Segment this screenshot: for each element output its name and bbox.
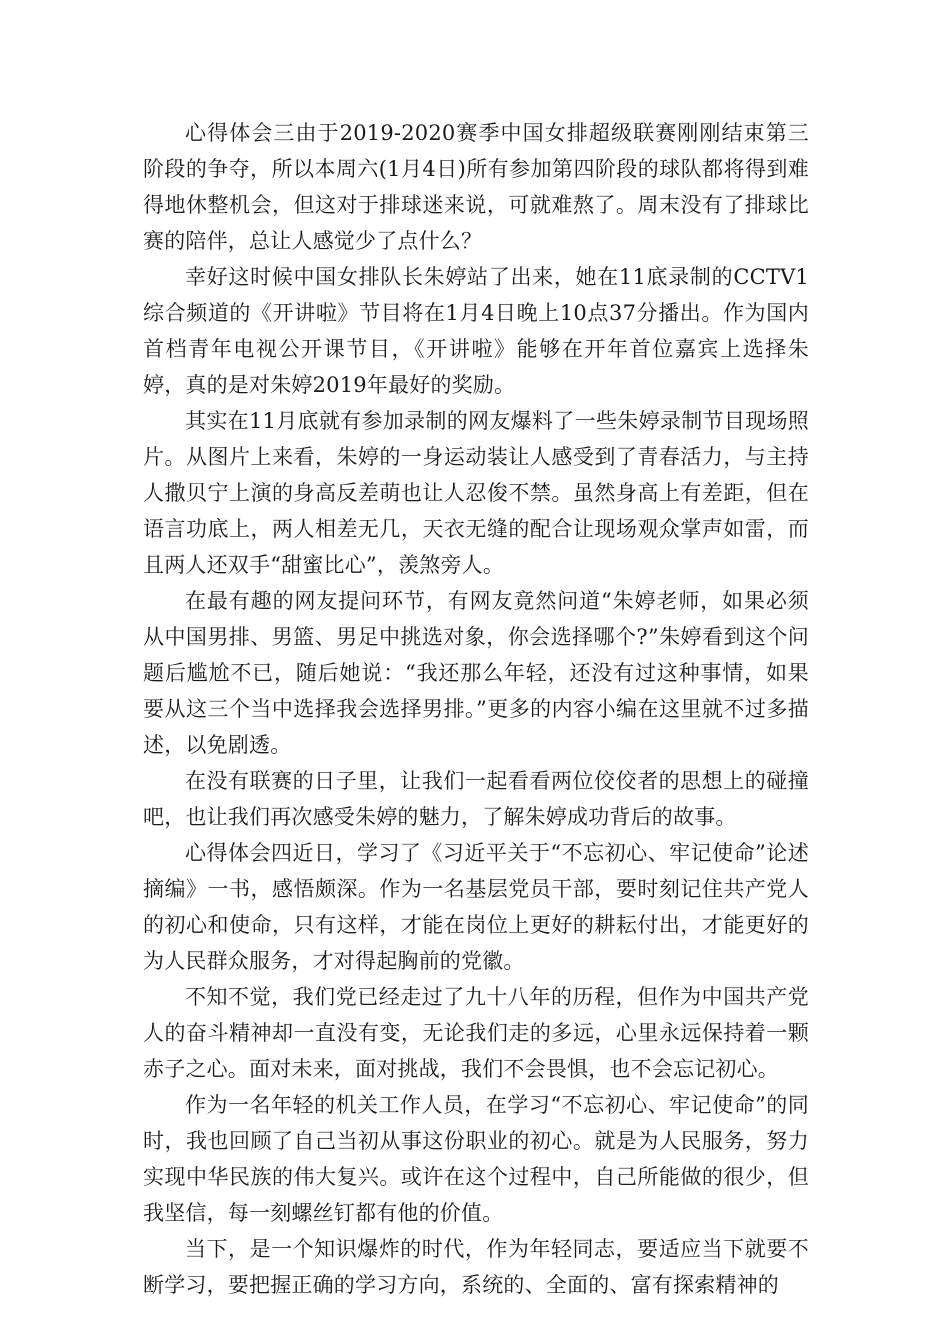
paragraph: 其实在11月底就有参加录制的网友爆料了一些朱婷录制节目现场照片。从图片上来看，朱婷的一身运动装让人感受到了青春活力，与主持人撒贝宁上演的身高反差萌也让人忍俊不禁。虽然身高上有差距，但在语言功底上，两人相差无几，天衣无缝的配合让现场观众掌声如雷，而且两人还双手“甜蜜比心”，羡煞旁人。 <box>143 409 809 577</box>
paragraph: 幸好这时候中国女排队长朱婷站了出来，她在11底录制的CCTV1综合频道的《开讲啦》节目将在1月4日晚上10点37分播出。作为国内首档青年电视公开课节目，《开讲啦》能够在开年首位嘉宾上选择朱婷，真的是对朱婷2019年最好的奖励。 <box>143 265 809 397</box>
paragraph: 不知不觉，我们党已经走过了九十八年的历程，但作为中国共产党人的奋斗精神却一直没有变，无论我们走的多远，心里永远保持着一颗赤子之心。面对未来，面对挑战，我们不会畏惧，也不会忘记初心。 <box>143 985 809 1081</box>
document-body <box>143 115 809 1303</box>
paragraph: 在没有联赛的日子里，让我们一起看看两位佼佼者的思想上的碰撞吧，也让我们再次感受朱婷的魅力，了解朱婷成功背后的故事。 <box>143 769 809 829</box>
paragraph: 作为一名年轻的机关工作人员，在学习“不忘初心、牢记使命”的同时，我也回顾了自己当初从事这份职业的初心。就是为人民服务，努力实现中华民族的伟大复兴。或许在这个过程中，自己所能做的很少，但我坚信，每一刻螺丝钉都有他的价值。 <box>143 1093 809 1225</box>
paragraph: 心得体会四近日，学习了《习近平关于“不忘初心、牢记使命”论述摘编》一书，感悟颇深。作为一名基层党员干部，要时刻记住共产党人的初心和使命，只有这样，才能在岗位上更好的耕耘付出，才能更好的为人民群众服务，才对得起胸前的党徽。 <box>143 841 809 973</box>
paragraph: 当下，是一个知识爆炸的时代，作为年轻同志，要适应当下就要不断学习，要把握正确的学习方向，系统的、全面的、富有探索精神的 <box>143 1237 809 1297</box>
paragraph: 在最有趣的网友提问环节，有网友竟然问道“朱婷老师，如果必须从中国男排、男篮、男足中挑选对象，你会选择哪个?”朱婷看到这个问题后尴尬不已，随后她说：“我还那么年轻，还没有过这种事情，如果要从这三个当中选择我会选择男排。”更多的内容小编在这里就不过多描述，以免剧透。 <box>143 589 809 757</box>
paragraph: 心得体会三由于2019-2020赛季中国女排超级联赛刚刚结束第三阶段的争夺，所以本周六(1月4日)所有参加第四阶段的球队都将得到难得地休整机会，但这对于排球迷来说，可就难熬了。周末没有了排球比赛的陪伴，总让人感觉少了点什么？ <box>143 121 809 253</box>
